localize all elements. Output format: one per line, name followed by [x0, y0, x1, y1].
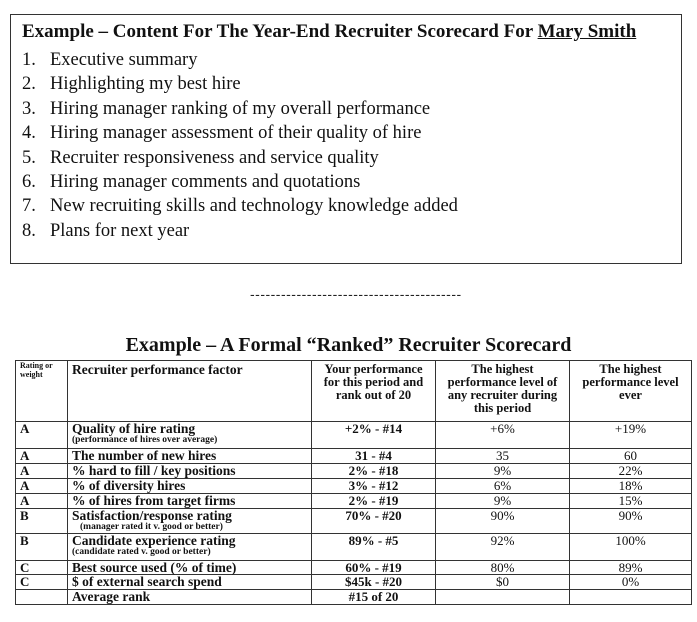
table-row	[16, 509, 692, 534]
factor-label: Candidate experience rating	[72, 533, 236, 548]
header-your-performance: Your performance for this period and rank out of 20	[312, 361, 436, 422]
content-list-item	[22, 97, 458, 121]
content-box-title	[22, 21, 636, 43]
factor-cell	[68, 590, 312, 605]
factor-cell	[68, 449, 312, 464]
factor-label: Average rank	[72, 589, 151, 604]
table-header-row	[16, 361, 692, 422]
list-item-number: 3.	[22, 98, 36, 119]
content-list-item	[22, 194, 458, 218]
table-row	[16, 422, 692, 449]
your-performance-cell: $45k - #20	[312, 575, 436, 590]
highest-ever-cell: 60	[570, 449, 692, 464]
highest-any-cell: 9%	[436, 464, 570, 479]
your-performance-cell: 2% - #18	[312, 464, 436, 479]
factor-cell	[68, 422, 312, 449]
list-item-text: Plans for next year	[50, 220, 190, 241]
highest-ever-cell	[570, 590, 692, 605]
table-row	[16, 590, 692, 605]
highest-any-cell	[436, 590, 570, 605]
factor-cell	[68, 494, 312, 509]
header-highest-ever: The highest performance level ever	[570, 361, 692, 422]
rating-cell: A	[16, 449, 68, 464]
rating-cell: A	[16, 422, 68, 449]
rating-cell: A	[16, 464, 68, 479]
list-item-number: 6.	[22, 172, 36, 193]
highest-ever-cell: 90%	[570, 509, 692, 534]
factor-note: (candidate rated v. good or better)	[72, 547, 211, 557]
content-box-title-prefix: Example – Content For The Year-End Recruiter Scorecard For	[22, 21, 538, 42]
list-item-text: Hiring manager comments and quotations	[50, 172, 361, 193]
rating-cell: B	[16, 509, 68, 534]
factor-label: Best source used (% of time)	[72, 560, 237, 575]
highest-any-cell: 90%	[436, 509, 570, 534]
table-row	[16, 449, 692, 464]
factor-note: (performance of hires over average)	[72, 435, 218, 445]
factor-cell	[68, 479, 312, 494]
rating-cell: B	[16, 534, 68, 561]
content-list-item	[22, 121, 458, 145]
your-performance-cell: 31 - #4	[312, 449, 436, 464]
factor-cell	[68, 561, 312, 575]
table-row	[16, 464, 692, 479]
factor-label: $ of external search spend	[72, 574, 222, 589]
list-item-text: New recruiting skills and technology knowledge added	[50, 196, 458, 217]
rating-cell: C	[16, 561, 68, 575]
factor-cell	[68, 575, 312, 590]
factor-cell	[68, 509, 312, 534]
your-performance-cell: 3% - #12	[312, 479, 436, 494]
header-factor: Recruiter performance factor	[68, 361, 312, 422]
factor-label: Quality of hire rating	[72, 421, 196, 436]
factor-label: % of hires from target firms	[72, 493, 236, 508]
scorecard-content-box	[10, 14, 682, 264]
list-item-number: 4.	[22, 123, 36, 144]
list-item-number: 5.	[22, 147, 36, 168]
highest-any-cell: $0	[436, 575, 570, 590]
highest-ever-cell: 100%	[570, 534, 692, 561]
factor-label: % of diversity hires	[72, 478, 186, 493]
header-highest-any-recruiter: The highest performance level of any recruiter during this period	[436, 361, 570, 422]
table-row	[16, 494, 692, 509]
highest-ever-cell: 22%	[570, 464, 692, 479]
content-list-item	[22, 219, 458, 243]
highest-any-cell: 80%	[436, 561, 570, 575]
ranked-scorecard-title: Example – A Formal “Ranked” Recruiter Scorecard	[125, 334, 572, 356]
content-list-item	[22, 72, 458, 96]
list-item-number: 7.	[22, 196, 36, 217]
your-performance-cell: 89% - #5	[312, 534, 436, 561]
highest-any-cell: +6%	[436, 422, 570, 449]
content-list-item	[22, 146, 458, 170]
factor-label: The number of new hires	[72, 448, 217, 463]
rating-cell	[16, 590, 68, 605]
table-row	[16, 575, 692, 590]
list-item-number: 8.	[22, 220, 36, 241]
header-rating: Rating or weight	[16, 361, 68, 422]
list-item-text: Hiring manager ranking of my overall performance	[50, 98, 431, 119]
highest-ever-cell: +19%	[570, 422, 692, 449]
factor-cell	[68, 464, 312, 479]
rating-cell: A	[16, 479, 68, 494]
your-performance-cell: 70% - #20	[312, 509, 436, 534]
content-list-item	[22, 48, 458, 72]
section-divider: -----------------------------------------	[250, 286, 462, 302]
list-item-text: Highlighting my best hire	[50, 74, 241, 95]
content-list	[22, 48, 458, 243]
ranked-scorecard-table	[15, 360, 692, 605]
table-row	[16, 534, 692, 561]
list-item-number: 2.	[22, 74, 36, 95]
table-row	[16, 479, 692, 494]
your-performance-cell: 2% - #19	[312, 494, 436, 509]
highest-any-cell: 35	[436, 449, 570, 464]
highest-any-cell: 9%	[436, 494, 570, 509]
factor-label: % hard to fill / key positions	[72, 463, 236, 478]
content-list-item	[22, 170, 458, 194]
list-item-text: Recruiter responsiveness and service quality	[50, 147, 379, 168]
highest-ever-cell: 0%	[570, 575, 692, 590]
highest-ever-cell: 15%	[570, 494, 692, 509]
highest-ever-cell: 18%	[570, 479, 692, 494]
your-performance-cell: #15 of 20	[312, 590, 436, 605]
rating-cell: C	[16, 575, 68, 590]
factor-label: Satisfaction/response rating	[72, 508, 232, 523]
factor-cell	[68, 534, 312, 561]
recruiter-name: Mary Smith	[537, 21, 637, 42]
list-item-text: Executive summary	[50, 50, 198, 70]
your-performance-cell: 60% - #19	[312, 561, 436, 575]
your-performance-cell: +2% - #14	[312, 422, 436, 449]
list-item-number: 1.	[22, 50, 36, 70]
highest-any-cell: 6%	[436, 479, 570, 494]
highest-any-cell: 92%	[436, 534, 570, 561]
factor-note: (manager rated it v. good or better)	[80, 522, 223, 532]
list-item-text: Hiring manager assessment of their quality of hire	[50, 123, 422, 144]
table-row	[16, 561, 692, 575]
highest-ever-cell: 89%	[570, 561, 692, 575]
rating-cell: A	[16, 494, 68, 509]
